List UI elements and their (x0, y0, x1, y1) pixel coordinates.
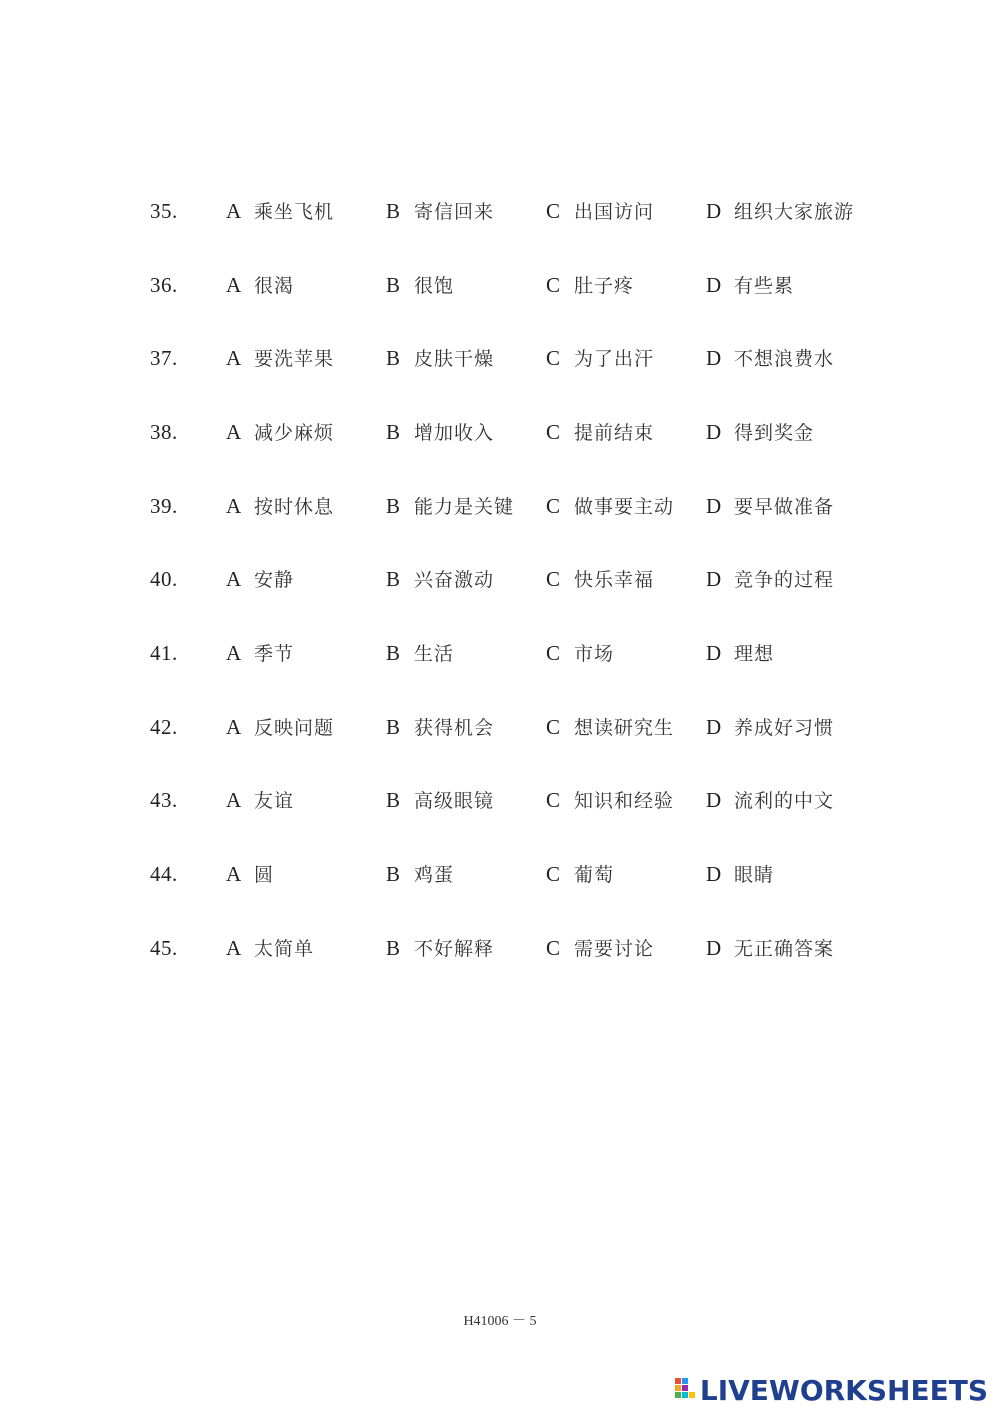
question-row (0, 191, 1000, 231)
option-text: 要洗苹果 (254, 348, 335, 370)
option-d[interactable] (706, 707, 834, 748)
question-row (0, 633, 1000, 673)
option-text: 很渴 (254, 275, 295, 297)
option-letter: B (386, 199, 401, 223)
option-letter: A (226, 420, 242, 444)
option-letter: C (546, 641, 561, 665)
option-d[interactable] (706, 559, 834, 600)
option-text: 寄信回来 (414, 201, 495, 223)
option-d[interactable] (706, 412, 814, 453)
option-text: 提前结束 (574, 422, 655, 444)
question-row (0, 559, 1000, 599)
option-a[interactable] (226, 854, 274, 895)
option-b[interactable] (386, 412, 494, 453)
option-a[interactable] (226, 412, 334, 453)
option-letter: A (226, 715, 242, 739)
option-text: 太简单 (254, 938, 315, 960)
option-d[interactable] (706, 338, 834, 379)
option-letter: C (546, 788, 561, 812)
option-letter: C (546, 273, 561, 297)
option-text: 增加收入 (414, 422, 495, 444)
question-number: 43. (150, 788, 178, 812)
option-text: 流利的中文 (734, 790, 835, 812)
option-a[interactable] (226, 486, 334, 527)
question-number: 38. (150, 420, 178, 444)
option-text: 乘坐飞机 (254, 201, 335, 223)
option-letter: B (386, 420, 401, 444)
option-letter: D (706, 936, 722, 960)
option-letter: B (386, 641, 401, 665)
option-letter: A (226, 273, 242, 297)
option-text: 养成好习惯 (734, 717, 835, 739)
option-text: 按时休息 (254, 496, 335, 518)
option-a[interactable] (226, 780, 294, 821)
option-c[interactable] (546, 265, 634, 306)
option-text: 减少麻烦 (254, 422, 335, 444)
option-text: 鸡蛋 (414, 864, 455, 886)
option-text: 很饱 (414, 275, 455, 297)
option-letter: B (386, 273, 401, 297)
option-a[interactable] (226, 559, 294, 600)
question-number: 40. (150, 567, 178, 591)
option-b[interactable] (386, 486, 514, 527)
option-text: 市场 (574, 643, 615, 665)
option-letter: A (226, 788, 242, 812)
page-code: H41006 － 5 (463, 1314, 537, 1329)
option-text: 要早做准备 (734, 496, 835, 518)
option-a[interactable] (226, 265, 294, 306)
option-a[interactable] (226, 928, 314, 969)
option-letter: B (386, 567, 401, 591)
option-b[interactable] (386, 633, 454, 674)
option-text: 理想 (734, 643, 775, 665)
option-letter: A (226, 641, 242, 665)
option-letter: D (706, 788, 722, 812)
option-text: 快乐幸福 (574, 569, 655, 591)
option-letter: C (546, 567, 561, 591)
question-number: 39. (150, 494, 178, 518)
option-text: 有些累 (734, 275, 795, 297)
option-letter: A (226, 567, 242, 591)
option-letter: C (546, 199, 561, 223)
option-letter: D (706, 273, 722, 297)
brand-name: LIVEWORKSHEETS (699, 1373, 988, 1407)
option-letter: D (706, 862, 722, 886)
option-letter: C (546, 420, 561, 444)
option-b[interactable] (386, 707, 494, 748)
option-text: 出国访问 (574, 201, 655, 223)
option-letter: C (546, 862, 561, 886)
option-c[interactable] (546, 928, 654, 969)
option-text: 想读研究生 (574, 717, 675, 739)
option-letter: D (706, 199, 722, 223)
option-b[interactable] (386, 928, 494, 969)
option-d[interactable] (706, 633, 774, 674)
question-number: 41. (150, 641, 178, 665)
option-letter: B (386, 715, 401, 739)
option-text: 竞争的过程 (734, 569, 835, 591)
option-letter: D (706, 641, 722, 665)
option-letter: B (386, 788, 401, 812)
option-text: 需要讨论 (574, 938, 655, 960)
option-letter: D (706, 567, 722, 591)
option-c[interactable] (546, 559, 654, 600)
option-a[interactable] (226, 633, 294, 674)
option-text: 为了出汗 (574, 348, 655, 370)
option-letter: A (226, 494, 242, 518)
question-number: 36. (150, 273, 178, 297)
option-d[interactable] (706, 928, 834, 969)
liveworksheets-brand[interactable] (675, 1375, 988, 1405)
option-letter: C (546, 346, 561, 370)
option-a[interactable] (226, 338, 334, 379)
option-b[interactable] (386, 559, 494, 600)
option-c[interactable] (546, 780, 674, 821)
option-text: 圆 (254, 864, 275, 886)
option-letter: D (706, 715, 722, 739)
option-text: 能力是关键 (414, 496, 515, 518)
option-text: 友谊 (254, 790, 295, 812)
option-c[interactable] (546, 854, 614, 895)
option-letter: C (546, 936, 561, 960)
option-text: 兴奋激动 (414, 569, 495, 591)
option-a[interactable] (226, 707, 334, 748)
question-row (0, 338, 1000, 378)
option-d[interactable] (706, 780, 834, 821)
question-number: 45. (150, 936, 178, 960)
option-text: 眼睛 (734, 864, 775, 886)
option-letter: B (386, 936, 401, 960)
option-text: 季节 (254, 643, 295, 665)
option-c[interactable] (546, 338, 654, 379)
option-letter: C (546, 494, 561, 518)
option-d[interactable] (706, 486, 834, 527)
question-row (0, 780, 1000, 820)
option-c[interactable] (546, 191, 654, 232)
question-row (0, 265, 1000, 305)
question-row (0, 928, 1000, 968)
question-row (0, 854, 1000, 894)
option-letter: A (226, 199, 242, 223)
option-c[interactable] (546, 633, 614, 674)
option-text: 组织大家旅游 (734, 201, 855, 223)
option-a[interactable] (226, 191, 334, 232)
option-text: 不想浪费水 (734, 348, 835, 370)
question-number: 44. (150, 862, 178, 886)
option-letter: B (386, 346, 401, 370)
option-text: 安静 (254, 569, 295, 591)
option-text: 知识和经验 (574, 790, 675, 812)
option-text: 不好解释 (414, 938, 495, 960)
option-letter: D (706, 346, 722, 370)
question-number: 35. (150, 199, 178, 223)
option-text: 得到奖金 (734, 422, 815, 444)
option-text: 肚子疼 (574, 275, 635, 297)
option-b[interactable] (386, 854, 454, 895)
option-text: 反映问题 (254, 717, 335, 739)
option-b[interactable] (386, 265, 454, 306)
option-d[interactable] (706, 854, 774, 895)
option-c[interactable] (546, 412, 654, 453)
option-letter: A (226, 862, 242, 886)
question-number: 42. (150, 715, 178, 739)
option-letter: A (226, 936, 242, 960)
option-letter: B (386, 494, 401, 518)
option-letter: D (706, 420, 722, 444)
option-text: 无正确答案 (734, 938, 835, 960)
option-b[interactable] (386, 338, 494, 379)
page-footer (0, 1310, 1000, 1330)
option-letter: D (706, 494, 722, 518)
question-row (0, 486, 1000, 526)
option-text: 高级眼镜 (414, 790, 495, 812)
option-c[interactable] (546, 707, 674, 748)
option-text: 皮肤干燥 (414, 348, 495, 370)
question-number: 37. (150, 346, 178, 370)
option-letter: B (386, 862, 401, 886)
option-b[interactable] (386, 780, 494, 821)
option-text: 葡萄 (574, 864, 615, 886)
option-text: 生活 (414, 643, 455, 665)
option-letter: A (226, 346, 242, 370)
question-row (0, 707, 1000, 747)
option-letter: C (546, 715, 561, 739)
question-row (0, 412, 1000, 452)
option-d[interactable] (706, 265, 794, 306)
option-text: 做事要主动 (574, 496, 675, 518)
option-b[interactable] (386, 191, 494, 232)
liveworksheets-logo-icon (675, 1378, 697, 1402)
option-d[interactable] (706, 191, 854, 232)
option-c[interactable] (546, 486, 674, 527)
option-text: 获得机会 (414, 717, 495, 739)
